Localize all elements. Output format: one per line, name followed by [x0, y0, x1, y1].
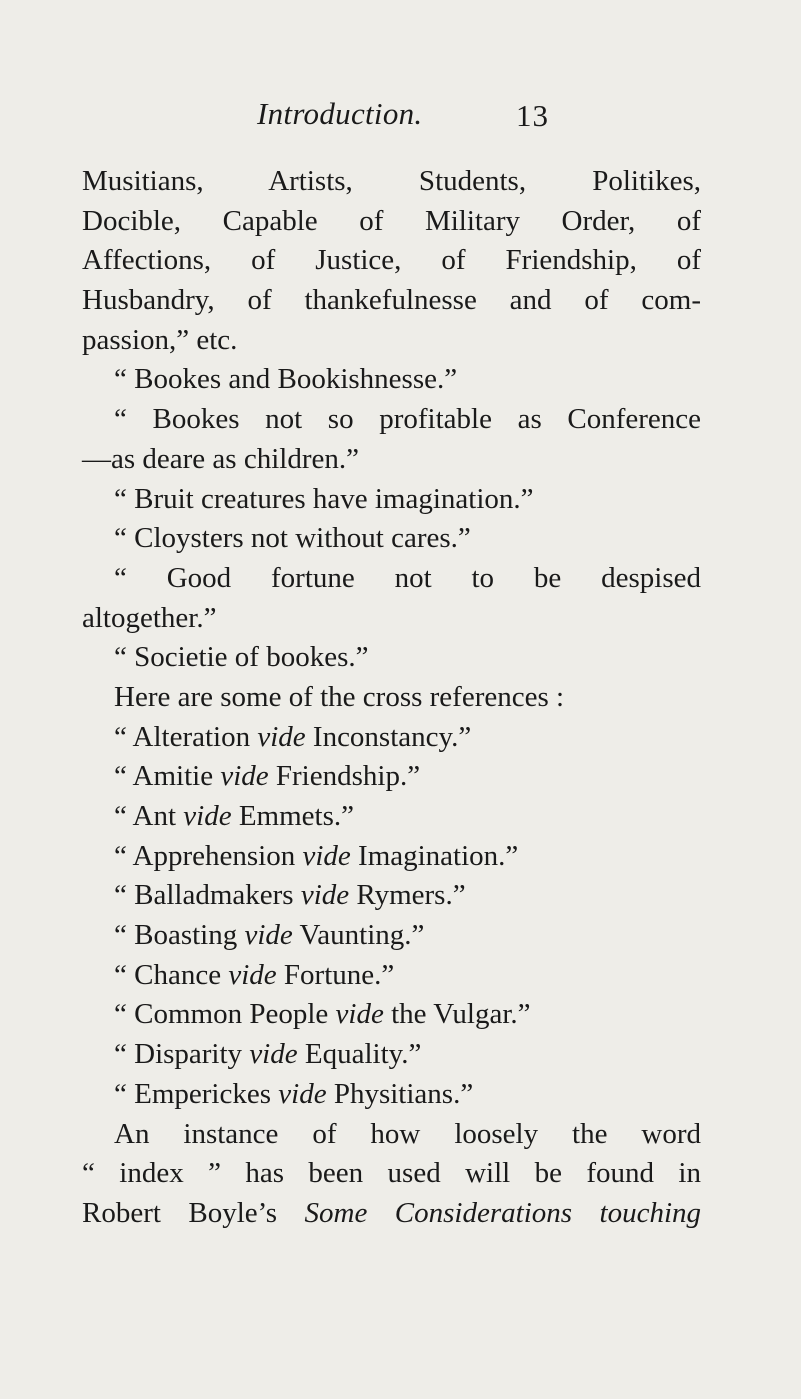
text-line	[82, 876, 701, 916]
text-segment: “ Alteration	[114, 720, 258, 753]
text-segment: Inconstancy.”	[305, 720, 472, 753]
text-line	[82, 916, 701, 956]
text-line: “ Good fortune not to be despised	[114, 561, 701, 594]
text-segment: “ Boasting	[114, 919, 245, 952]
italic-text: vide	[257, 720, 306, 753]
italic-text: vide	[220, 760, 269, 793]
text-segment: Vaunting.”	[292, 919, 425, 952]
page-number: 13	[516, 98, 549, 133]
text-segment: “ Amitie	[114, 760, 221, 793]
text-segment: “ Apprehension	[114, 839, 303, 872]
text-line	[82, 956, 701, 996]
text-segment: “ Common People	[114, 998, 336, 1031]
italic-text: vide	[335, 998, 384, 1031]
text-segment: Rymers.”	[349, 879, 466, 912]
text-segment: Imagination.”	[350, 839, 519, 872]
text-line	[82, 1035, 701, 1075]
text-line: Musitians, Artists, Students, Politikes,	[82, 165, 701, 197]
text-line: “ Bookes and Bookishnesse.”	[114, 363, 458, 396]
italic-text: vide	[249, 1038, 298, 1071]
italic-text: vide	[278, 1077, 327, 1110]
text-segment: “ Disparity	[114, 1038, 250, 1071]
text-line	[82, 757, 701, 797]
text-segment: “ Emperickes	[114, 1077, 279, 1110]
text-line	[82, 1075, 701, 1115]
text-segment: Emmets.”	[231, 800, 355, 832]
italic-text: vide	[302, 839, 351, 872]
text-segment: Equality.”	[297, 1038, 422, 1071]
text-line	[82, 837, 701, 877]
text-segment: Physitians.”	[326, 1077, 474, 1110]
text-line: Here are some of the cross references :	[114, 680, 565, 713]
text-segment: Fortune.”	[276, 958, 395, 991]
text-line: “ Societie of bookes.”	[114, 641, 369, 674]
text-line: “ Bruit creatures have imagination.”	[114, 482, 534, 515]
text-line: “ Cloysters not without cares.”	[114, 522, 471, 555]
text-segment: “ Chance	[114, 958, 229, 991]
running-head	[0, 96, 801, 140]
text-segment: Robert Boyle’s	[82, 1196, 305, 1229]
text-line: Docible, Capable of Military Order, of	[82, 204, 701, 237]
text-line	[82, 995, 701, 1035]
text-line: Affections, of Justice, of Friendship, of	[82, 244, 701, 277]
text-segment: the Vulgar.”	[383, 998, 531, 1031]
text-line: An instance of how loosely the word	[114, 1117, 701, 1150]
text-line: —as deare as children.”	[82, 442, 359, 475]
text-line: passion,” etc.	[82, 323, 238, 356]
text-segment: Friendship.”	[268, 760, 421, 793]
text-line: altogether.”	[82, 601, 217, 634]
text-line	[82, 718, 701, 758]
running-head-title: Introduction.	[257, 96, 423, 131]
italic-text: vide	[244, 919, 293, 952]
italic-text: vide	[228, 958, 277, 991]
text-line: “ index ” has been used will be found in	[82, 1157, 701, 1190]
italic-text: vide	[300, 879, 350, 912]
text-segment: “ Ant	[114, 800, 184, 832]
body-text	[82, 162, 701, 1234]
text-segment: “ Balladmakers	[114, 879, 301, 912]
text-line: “ Bookes not so profitable as Conference	[114, 403, 701, 436]
text-line: Husbandry, of thankefulnesse and of com-	[82, 284, 701, 317]
text-line	[82, 1194, 701, 1234]
italic-text: Some Considerations touching	[304, 1196, 701, 1229]
italic-text: vide	[183, 800, 232, 832]
text-line	[82, 797, 701, 837]
